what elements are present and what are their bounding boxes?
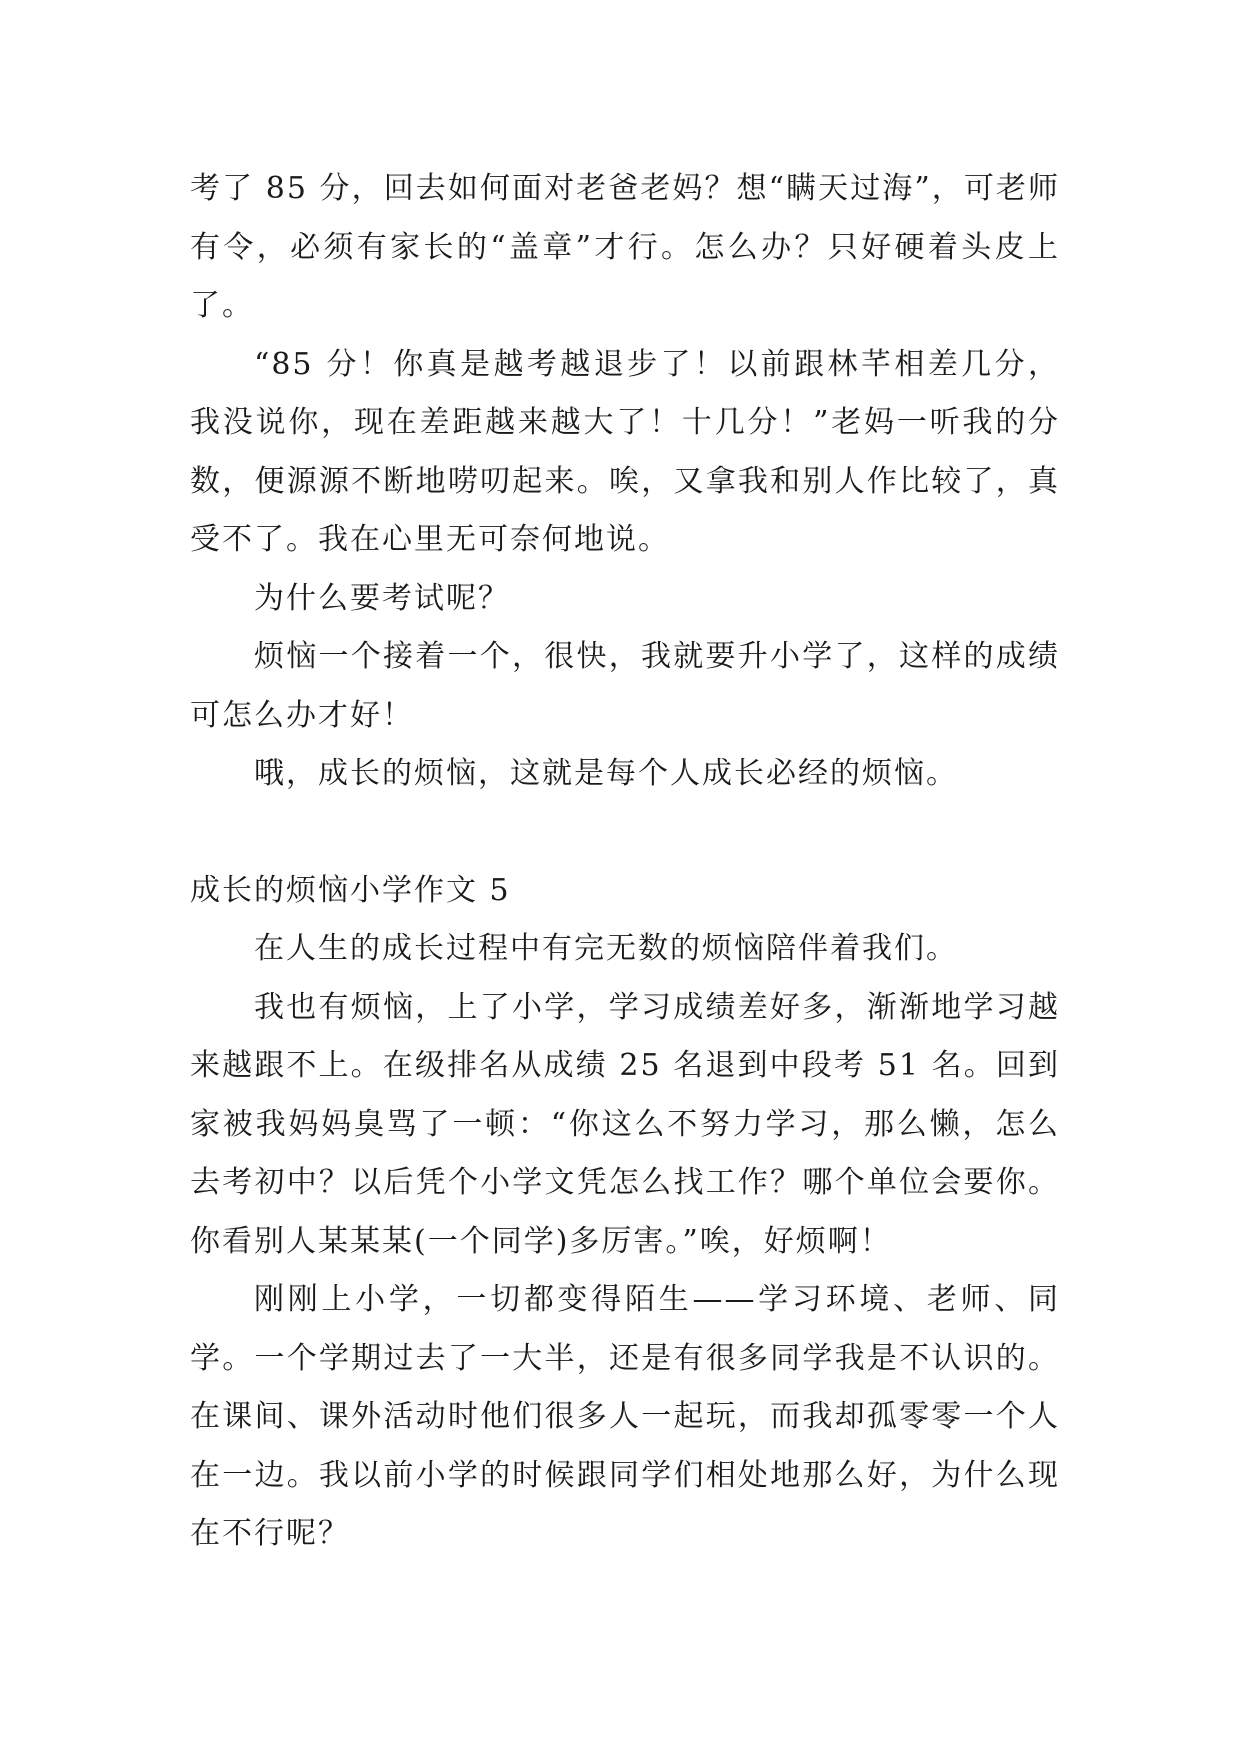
paragraph-8: 刚刚上小学，一切都变得陌生——学习环境、老师、同学。一个学期过去了一大半，还是有很多同学我是不认识的。在课间、课外活动时他们很多人一起玩，而我却孤零零一个人在一边。我以前小学的时候跟同学们相处地那么好，为什么现在不行呢？ — [190, 1282, 1060, 1551]
paragraph-5: 哦，成长的烦恼，这就是每个人成长必经的烦恼。 — [254, 756, 958, 791]
paragraph-2: “85 分！你真是越考越退步了！以前跟林芊相差几分，我没说你，现在差距越来越大了！十几分！”老妈一听我的分数，便源源不断地唠叨起来。唉，又拿我和别人作比较了，真受不了。我在心里无可奈何地说。 — [190, 346, 1060, 557]
document-body — [190, 160, 1060, 1564]
paragraph-3: 为什么要考试呢？ — [254, 580, 510, 616]
paragraph-4: 烦恼一个接着一个，很快，我就要升小学了，这样的成绩可怎么办才好！ — [190, 639, 1060, 733]
section-heading: 成长的烦恼小学作文 5 — [190, 872, 511, 908]
paragraph-7: 我也有烦恼，上了小学，学习成绩差好多，渐渐地学习越来越跟不上。在级排名从成绩 25 名退到中段考 51 名。回到家被我妈妈臭骂了一顿：“你这么不努力学习，那么懒，怎么去考初中？以后凭个小学文凭怎么找工作？哪个单位会要你。你看别人某某某(一个同学)多厉害。”唉，好烦啊！ — [190, 989, 1060, 1259]
paragraph-6: 在人生的成长过程中有完无数的烦恼陪伴着我们。 — [254, 931, 958, 966]
paragraph-1: 考了 85 分，回去如何面对老爸老妈？想“瞒天过海”，可老师有令，必须有家长的“盖章”才行。怎么办？只好硬着头皮上了。 — [190, 171, 1060, 323]
